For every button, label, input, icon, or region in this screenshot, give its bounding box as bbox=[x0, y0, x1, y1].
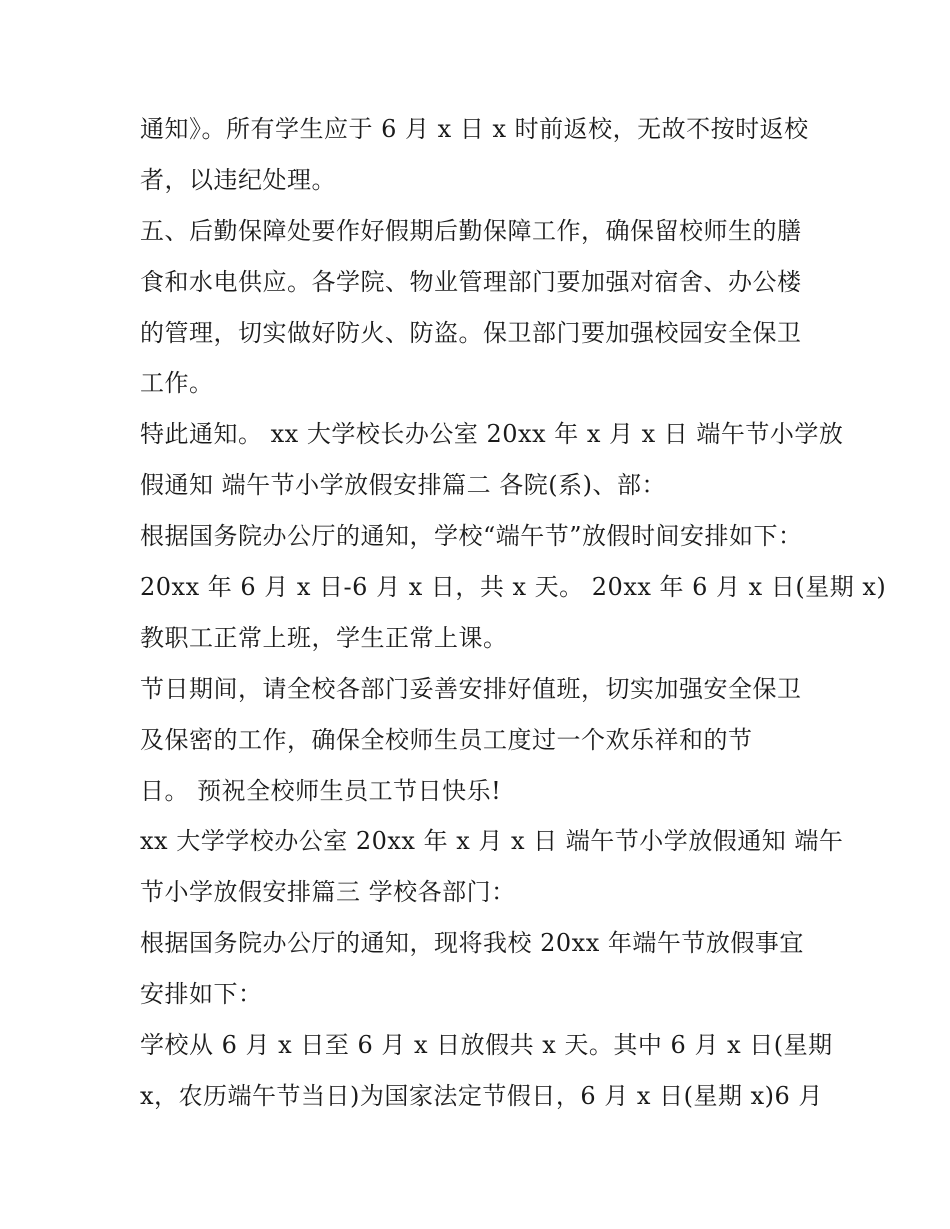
text-line-6: 工作。 bbox=[140, 369, 214, 398]
text-line-8: 假通知 端午节小学放假安排篇二 各院(系)、部： bbox=[140, 471, 666, 500]
text-line-20: x，农历端午节当日)为国家法定节假日，6 月 x 日(星期 x)6 月 bbox=[140, 1081, 823, 1110]
document-text bbox=[140, 104, 887, 1122]
text-line-14: 日。 预祝全校师生员工节日快乐! bbox=[140, 776, 502, 805]
text-line-3: 五、后勤保障处要作好假期后勤保障工作，确保留校师生的膳 bbox=[140, 216, 802, 245]
text-line-12: 节日期间，请全校各部门妥善安排好值班，切实加强安全保卫 bbox=[140, 674, 802, 703]
text-line-10: 20xx 年 6 月 x 日-6 月 x 日，共 x 天。 20xx 年 6 月 x 日(星期 x) bbox=[140, 573, 887, 602]
text-line-7: 特此通知。 xx 大学校长办公室 20xx 年 x 月 x 日 端午节小学放 bbox=[140, 420, 844, 449]
text-line-1: 通知》。所有学生应于 6 月 x 日 x 时前返校，无故不按时返校 bbox=[140, 115, 809, 143]
text-line-2: 者，以违纪处理。 bbox=[140, 165, 336, 194]
text-line-18: 安排如下： bbox=[140, 980, 263, 1009]
text-line-4: 食和水电供应。各学院、物业管理部门要加强对宿舍、办公楼 bbox=[140, 267, 802, 296]
text-line-19: 学校从 6 月 x 日至 6 月 x 日放假共 x 天。其中 6 月 x 日(星期 bbox=[140, 1031, 833, 1060]
text-line-9: 根据国务院办公厅的通知，学校“端午节”放假时间安排如下： bbox=[140, 522, 803, 551]
text-line-11: 教职工正常上班，学生正常上课。 bbox=[140, 623, 508, 652]
text-line-17: 根据国务院办公厅的通知，现将我校 20xx 年端午节放假事宜 bbox=[140, 929, 804, 958]
text-line-15: xx 大学学校办公室 20xx 年 x 月 x 日 端午节小学放假通知 端午 bbox=[140, 827, 844, 856]
text-line-5: 的管理，切实做好防火、防盗。保卫部门要加强校园安全保卫 bbox=[140, 318, 802, 347]
text-line-13: 及保密的工作，确保全校师生员工度过一个欢乐祥和的节 bbox=[140, 725, 753, 754]
text-line-16: 节小学放假安排篇三 学校各部门： bbox=[140, 878, 516, 907]
